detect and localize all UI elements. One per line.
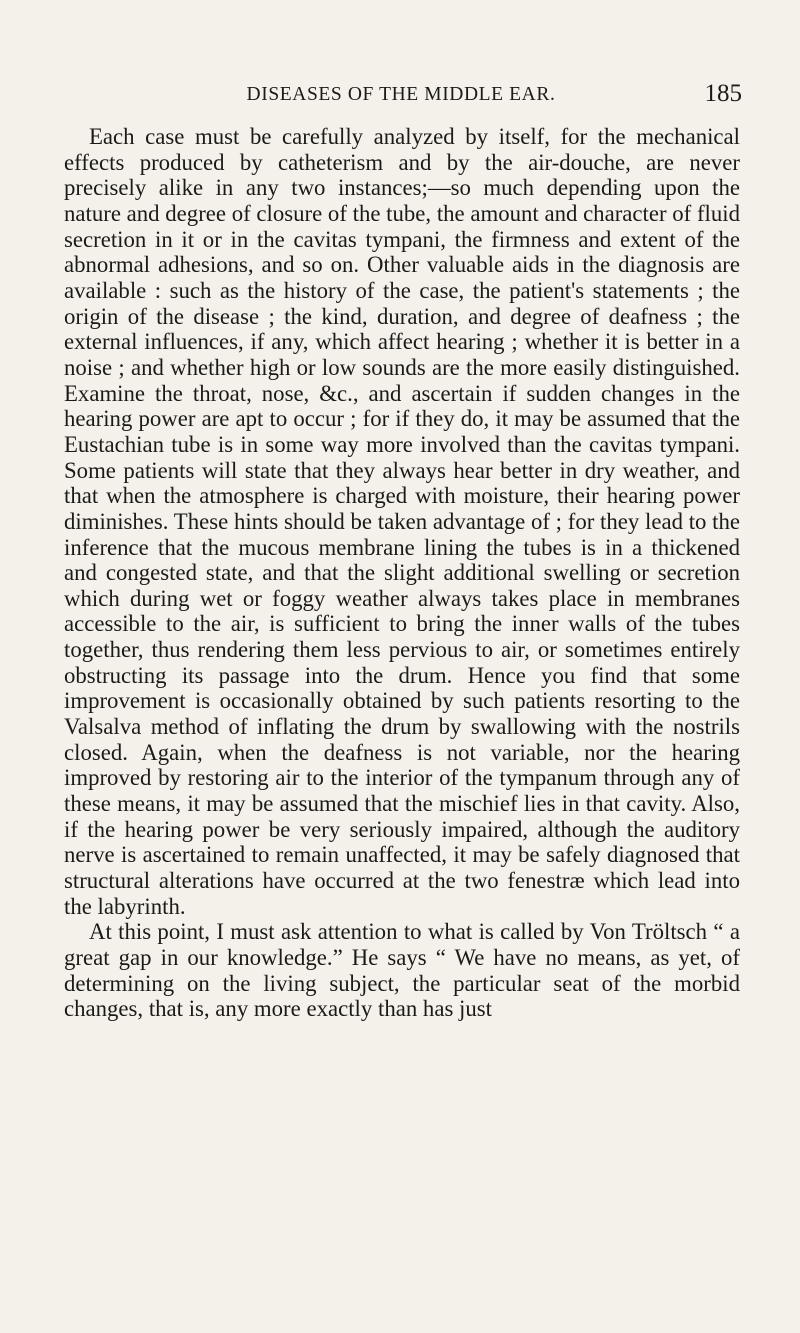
- paragraph: Each case must be carefully analyzed by itself, for the mechanical effects produced by catheterism and by the air-douche, are never precisely alike in any two instances;—so much depending upon the nature and degree of closure of the tube, the amount and character of fluid secretion in it or in the cavitas tympani, the firmness and extent of the abnormal adhesions, and so on. Other valuable aids in the diagnosis are available : such as the history of the case, the patient's statements ; the origin of the disease ; the kind, duration, and degree of deafness ; the external influences, if any, which affect hearing ; whether it is better in a noise ; and whether high or low sounds are the more easily distinguished. Examine the throat, nose, &c., and ascertain if sudden changes in the hearing power are apt to occur ; for if they do, it may be assumed that the Eustachian tube is in some way more involved than the cavitas tympani. Some patients will state that they always hear better in dry weather, and that when the atmosphere is charged with moisture, their hearing power diminishes. These hints should be taken advantage of ; for they lead to the inference that the mucous membrane lining the tubes is in a thickened and congested state, and that the slight additional swelling or secretion which during wet or foggy weather always takes place in membranes accessible to the air, is sufficient to bring the inner walls of the tubes together, thus rendering them less pervious to air, or sometimes entirely obstructing its passage into the drum. Hence you find that some improvement is occasionally obtained by such patients resorting to the Valsalva method of inflating the drum by swallowing with the nostrils closed. Again, when the deafness is not variable, nor the hearing improved by restoring air to the interior of the tympanum through any of these means, it may be assumed that the mischief lies in that cavity. Also, if the hearing power be very seriously impaired, although the auditory nerve is ascertained to remain unaffected, it may be safely diagnosed that structural alterations have occurred at the two fenestræ which lead into the labyrinth.: [64, 124, 741, 919]
- page-number: 185: [704, 80, 742, 107]
- body-text: [64, 124, 740, 1022]
- running-title: DISEASES OF THE MIDDLE EAR.: [246, 84, 556, 105]
- running-head: [60, 80, 742, 110]
- paragraph: At this point, I must ask attention to what is called by Von Tröltsch “ a great gap in our knowledge.” He says “ We have no means, as yet, of determining on the living subject, the particular seat of the morbid changes, that is, any more exactly than has just: [64, 919, 740, 1022]
